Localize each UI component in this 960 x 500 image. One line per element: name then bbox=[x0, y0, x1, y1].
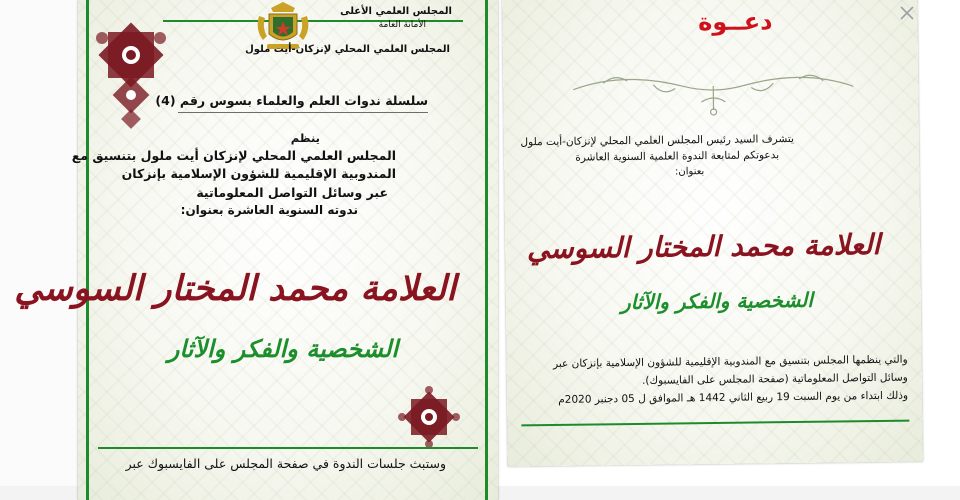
paragraph-line-2: وسائل التواصل المعلوماتية (صفحة المجلس على الفايسبوك). bbox=[641, 371, 908, 387]
subtitle: الشخصية والفكر والآثار bbox=[167, 334, 398, 363]
titled-label: بعنوان: bbox=[674, 166, 705, 178]
broadcast-note: وستبث جلسات الندوة في صفحة المجلس على الفايسبوك عبر bbox=[125, 456, 446, 471]
right-border-rule bbox=[485, 0, 488, 500]
card-bottom-rule bbox=[521, 420, 909, 427]
honor-line: يتشرف السيد رئيس المجلس العلمي المحلي لإنزكان-أيت ملول bbox=[520, 132, 794, 149]
arabesque-ornament-icon bbox=[88, 12, 176, 130]
series-title: سلسلة ندوات العلم والعلماء بسوس رقم (4) bbox=[155, 93, 428, 108]
organizer-line-4: ندوته السنوية العاشرة بعنوان: bbox=[180, 203, 358, 217]
organizes-label: ينظم bbox=[290, 131, 320, 145]
invite-line: بدعوتكم لمتابعة الندوة العلمية السنوية العاشرة bbox=[575, 149, 780, 164]
vine-divider-icon bbox=[563, 54, 864, 120]
page-margin bbox=[0, 0, 78, 500]
organizer-line-3: عبر وسائل التواصل المعلوماتية bbox=[196, 185, 388, 200]
secretariat-label: الأمانة العامة bbox=[378, 20, 426, 30]
local-council-label: المجلس العلمي المحلي لإنزكان-أيت ملول bbox=[245, 44, 450, 55]
main-title: العلامة محمد المختار السوسي bbox=[526, 227, 881, 266]
close-icon[interactable] bbox=[898, 4, 916, 22]
organizer-line-1: المجلس العلمي المحلي لإنزكان أيت ملول بتنسيق مع bbox=[71, 148, 396, 163]
invitation-card-right bbox=[502, 0, 923, 467]
organizer-line-2: المندوبية الإقليمية للشؤون الإسلامية بإنزكان bbox=[121, 166, 396, 181]
invitation-poster-left bbox=[14, 0, 498, 500]
arabesque-ornament-icon bbox=[396, 384, 462, 450]
paragraph-line-1: والتي ينظمها المجلس بتنسيق مع المندوبية الإقليمية للشؤون الإسلامية بإنزكان عبر bbox=[552, 353, 908, 370]
council-high-label: المجلس العلمي الأعلى bbox=[340, 6, 452, 17]
subtitle: الشخصية والفكر والآثار bbox=[620, 287, 814, 315]
main-title: العلامة محمد المختار السوسي bbox=[14, 268, 456, 309]
series-underline bbox=[178, 112, 428, 113]
invitation-heading: دعــوة bbox=[697, 7, 773, 37]
footer-rule bbox=[98, 447, 478, 449]
paragraph-line-3: وذلك ابتداء من يوم السبت 19 ربيع الثاني 1442 هـ الموافق ل 05 دجنبر 2020م bbox=[558, 389, 909, 406]
